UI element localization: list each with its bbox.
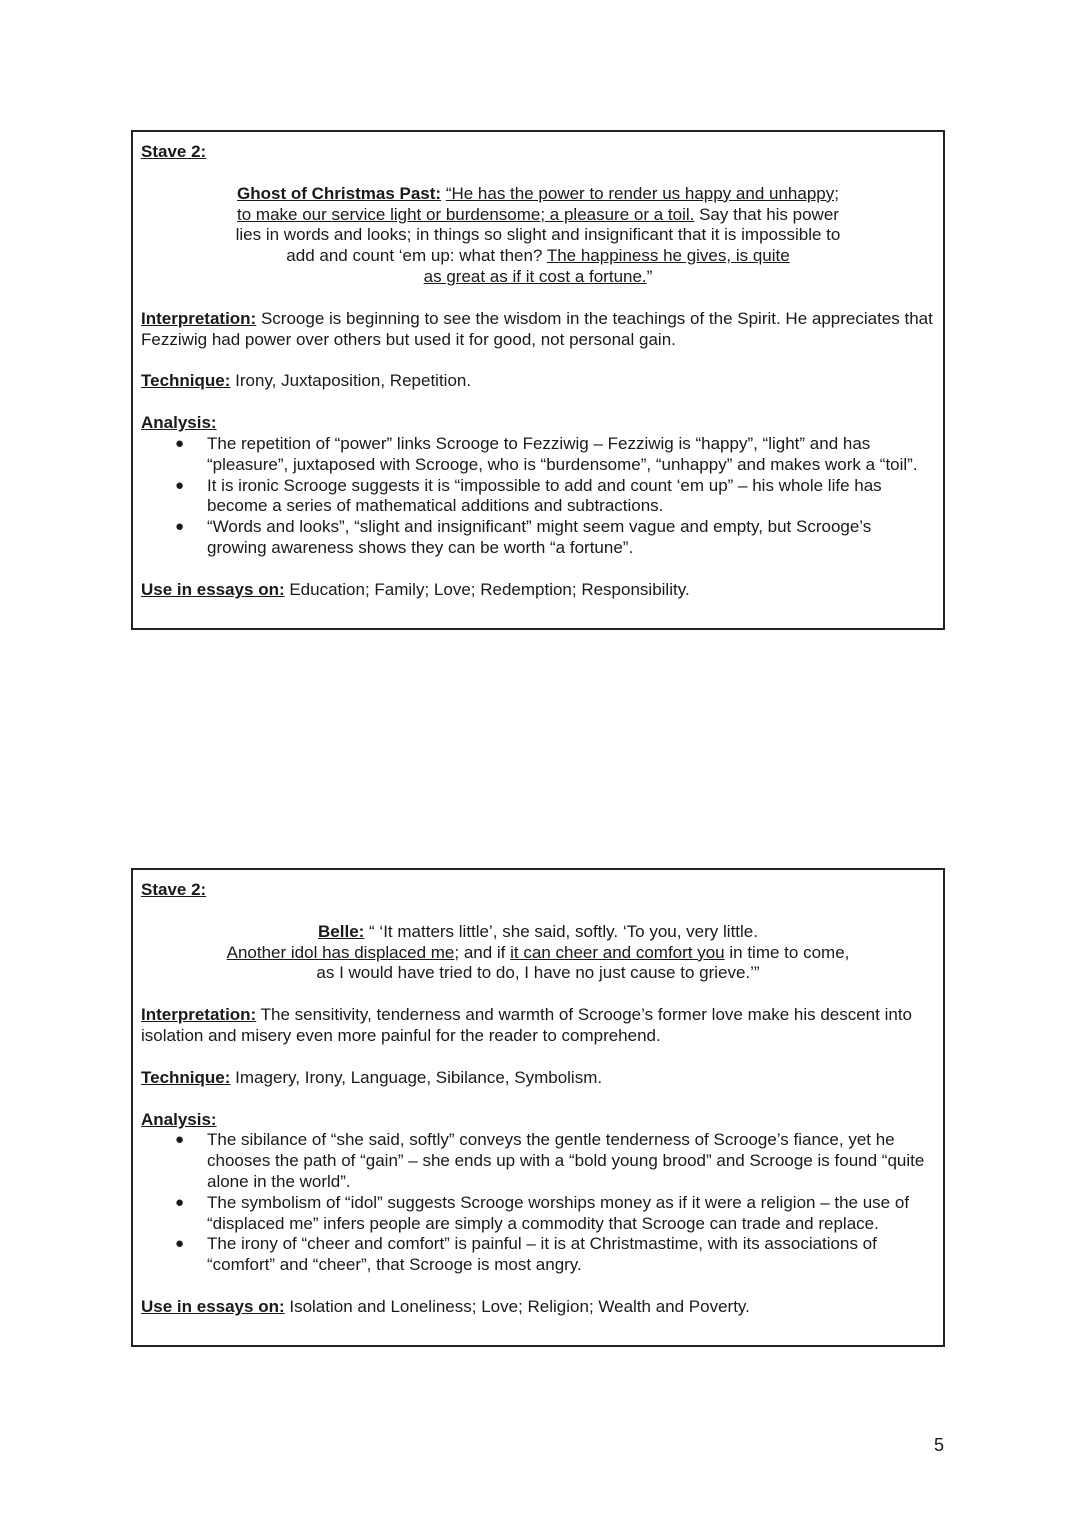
quote-line: lies in words and looks; in things so slight and insignificant that it is impossible to	[235, 225, 841, 245]
quote-block	[141, 184, 935, 288]
analysis-label: Analysis:	[141, 413, 217, 433]
stave-heading: Stave 2:	[141, 142, 207, 161]
bullet-icon: ●	[175, 518, 185, 536]
interpretation: Interpretation: Scrooge is beginning to see the wisdom in the teachings of the Spirit. He appreciates that Fezziwig had power over others but used it for good, not personal gain.	[141, 308, 933, 349]
technique: Technique: Irony, Juxtaposition, Repetition.	[141, 371, 472, 391]
interpretation-label: Interpretation:	[141, 308, 257, 328]
quote-line: as I would have tried to do, I have no just cause to grieve.’”	[316, 963, 760, 983]
list-item: ● “Words and looks”, “slight and insignificant” might seem vague and empty, but Scrooge’s growing awareness shows they can be worth “a fortune”.	[175, 517, 872, 557]
quote-line: Ghost of Christmas Past: “He has the power to render us happy and unhappy;	[237, 183, 839, 203]
interpretation: Interpretation: The sensitivity, tenderness and warmth of Scrooge’s former love make his descent into isolation and misery even more painful for the reader to comprehend.	[141, 1005, 912, 1045]
quote-line: Another idol has displaced me; and if it can cheer and comfort you in time to come,	[226, 942, 850, 962]
quote-block	[141, 922, 935, 984]
quote-line: add and count ‘em up: what then? The happiness he gives, is quite	[286, 246, 790, 266]
bullet-icon: ●	[175, 476, 185, 494]
quote-line: to make our service light or burdensome; a pleasure or a toil. Say that his power	[237, 204, 839, 224]
list-item: ● The repetition of “power” links Scrooge to Fezziwig – Fezziwig is “happy”, “light” and has “pleasure”, juxtaposed with Scrooge, who is “burdensome”, “unhappy” and makes work a “toil”.	[175, 433, 918, 474]
list-item: ● The irony of “cheer and comfort” is painful – it is at Christmastime, with its associations of “comfort” and “cheer”, that Scrooge is most angry.	[175, 1234, 877, 1275]
technique-label: Technique:	[141, 1067, 231, 1087]
list-item: ● The symbolism of “idol” suggests Scrooge worships money as if it were a religion – the use of “displaced me” infers people are simply a commodity that Scrooge can trade and replace.	[175, 1192, 910, 1233]
analysis-label: Analysis:	[141, 1109, 217, 1129]
quote-line: as great as if it cost a fortune.”	[423, 266, 653, 286]
bullet-icon: ●	[175, 1235, 185, 1253]
bullet-icon: ●	[175, 434, 185, 452]
page-number: 5	[934, 1435, 945, 1455]
quote-card-ghost	[131, 130, 945, 630]
quote-line: Belle: “ ‘It matters little’, she said, softly. ‘To you, very little.	[318, 921, 758, 941]
technique: Technique: Imagery, Irony, Language, Sibilance, Symbolism.	[141, 1067, 603, 1087]
use-label: Use in essays on:	[141, 579, 285, 599]
list-item: ● The sibilance of “she said, softly” conveys the gentle tenderness of Scrooge’s fiance, yet he chooses the path of “gain” – she ends up with a “bold young brood” and Scrooge is found “quite alone in the world”.	[175, 1130, 925, 1191]
quote-speaker: Belle:	[318, 921, 365, 941]
technique-label: Technique:	[141, 371, 231, 391]
bullet-icon: ●	[175, 1193, 185, 1211]
use-in-essays: Use in essays on: Isolation and Loneliness; Love; Religion; Wealth and Poverty.	[141, 1296, 750, 1316]
use-in-essays: Use in essays on: Education; Family; Love; Redemption; Responsibility.	[141, 579, 690, 599]
analysis-list	[141, 1130, 935, 1276]
quote-speaker: Ghost of Christmas Past:	[237, 183, 442, 203]
analysis-list	[141, 434, 935, 559]
bullet-icon: ●	[175, 1131, 185, 1149]
list-item: ● It is ironic Scrooge suggests it is “impossible to add and count ‘em up” – his whole life has become a series of mathematical additions and subtractions.	[175, 475, 882, 516]
stave-heading: Stave 2:	[141, 880, 207, 899]
use-label: Use in essays on:	[141, 1296, 285, 1316]
interpretation-label: Interpretation:	[141, 1005, 257, 1025]
quote-card-belle	[131, 868, 945, 1347]
